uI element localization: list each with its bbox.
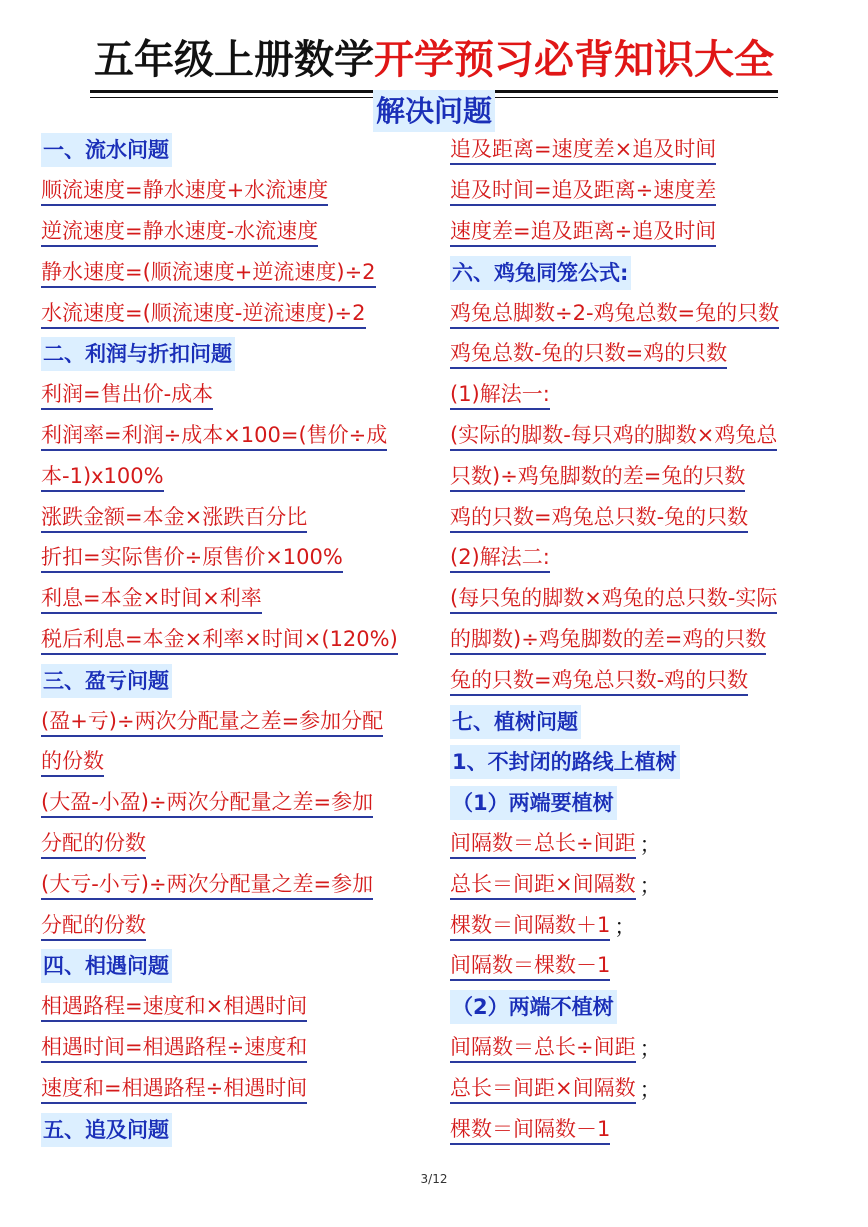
formula-text: 鸡的只数=鸡兔总只数-兔的只数 xyxy=(450,503,748,533)
formula-line xyxy=(41,742,433,783)
formula-trailing-punctuation: ； xyxy=(614,914,636,939)
page-number: 3/12 xyxy=(420,1172,448,1186)
formula-line xyxy=(41,171,433,212)
formula-text: (2)解法二: xyxy=(450,543,550,573)
formula-text: (大盈-小盈)÷两次分配量之差=参加 xyxy=(41,788,373,818)
formula-line xyxy=(41,783,433,824)
formula-line xyxy=(450,946,842,987)
formula-text: 利润率=利润÷成本×100=(售价÷成 xyxy=(41,421,387,451)
formula-text: 棵数＝间隔数＋1 xyxy=(450,911,610,941)
formula-line xyxy=(41,497,433,538)
formula-line xyxy=(450,416,842,457)
formula-text: 水流速度=(顺流速度-逆流速度)÷2 xyxy=(41,299,366,329)
section-heading xyxy=(450,742,842,783)
section-heading xyxy=(41,130,433,171)
formula-line xyxy=(450,375,842,416)
formula-text: 涨跌金额=本金×涨跌百分比 xyxy=(41,503,307,533)
formula-text: 总长＝间距×间隔数 xyxy=(450,870,636,900)
formula-line xyxy=(450,130,842,171)
formula-trailing-punctuation: ； xyxy=(639,1077,661,1102)
formula-text: 逆流速度=静水速度-水流速度 xyxy=(41,217,318,247)
formula-line xyxy=(41,252,433,293)
formula-line xyxy=(450,1068,842,1109)
formula-text: 分配的份数 xyxy=(41,911,146,941)
formula-text: 税后利息=本金×利率×时间×(120%) xyxy=(41,625,398,655)
section-heading-text: 三、盈亏问题 xyxy=(41,664,172,698)
formula-text: 追及时间=追及距离÷速度差 xyxy=(450,176,716,206)
formula-trailing-punctuation: ； xyxy=(639,1036,661,1061)
formula-line xyxy=(41,701,433,742)
formula-text: 间隔数＝总长÷间距 xyxy=(450,1033,636,1063)
formula-text: 棵数＝间隔数－1 xyxy=(450,1115,610,1145)
formula-line xyxy=(450,212,842,253)
formula-line xyxy=(41,375,433,416)
section-heading xyxy=(41,1109,433,1150)
section-heading xyxy=(41,334,433,375)
formula-line xyxy=(41,620,433,661)
formula-line xyxy=(450,538,842,579)
formula-line xyxy=(450,171,842,212)
formula-line xyxy=(450,1028,842,1069)
section-heading-text: 二、利润与折扣问题 xyxy=(41,337,235,371)
formula-text: 利润=售出价-成本 xyxy=(41,380,213,410)
formula-line xyxy=(450,905,842,946)
formula-line xyxy=(450,864,842,905)
formula-trailing-punctuation: ； xyxy=(639,832,661,857)
page-title-underlined xyxy=(90,34,778,93)
formula-text: 总长＝间距×间隔数 xyxy=(450,1074,636,1104)
formula-line xyxy=(41,1028,433,1069)
formula-line xyxy=(41,864,433,905)
section-subtitle-text: 解决问题 xyxy=(373,90,495,132)
formula-line xyxy=(41,905,433,946)
formula-text: 利息=本金×时间×利率 xyxy=(41,584,262,614)
formula-line xyxy=(450,660,842,701)
formula-line xyxy=(41,824,433,865)
formula-line xyxy=(41,538,433,579)
section-heading xyxy=(450,252,842,293)
section-heading-text: 四、相遇问题 xyxy=(41,949,172,983)
formula-text: 折扣=实际售价÷原售价×100% xyxy=(41,543,343,573)
right-column xyxy=(450,130,842,1150)
section-heading xyxy=(450,987,842,1028)
formula-text: 鸡兔总数-兔的只数=鸡的只数 xyxy=(450,339,727,369)
formula-text: 相遇时间=相遇路程÷速度和 xyxy=(41,1033,307,1063)
formula-line xyxy=(450,620,842,661)
section-heading-text: （1）两端要植树 xyxy=(450,786,617,820)
formula-line xyxy=(450,497,842,538)
section-heading-text: （2）两端不植树 xyxy=(450,990,617,1024)
formula-line xyxy=(41,1068,433,1109)
formula-text: (盈+亏)÷两次分配量之差=参加分配 xyxy=(41,707,383,737)
section-heading-text: 一、流水问题 xyxy=(41,133,172,167)
formula-text: 静水速度=(顺流速度+逆流速度)÷2 xyxy=(41,258,376,288)
formula-line xyxy=(450,1109,842,1150)
formula-text: 只数)÷鸡兔脚数的差=兔的只数 xyxy=(450,462,745,492)
formula-line xyxy=(41,416,433,457)
formula-line xyxy=(41,212,433,253)
section-heading xyxy=(450,783,842,824)
formula-text: 的份数 xyxy=(41,747,104,777)
title-black-part: 五年级上册数学 xyxy=(94,36,374,83)
formula-line xyxy=(450,824,842,865)
formula-line xyxy=(41,579,433,620)
title-red-part: 开学预习必背知识大全 xyxy=(374,36,774,83)
section-heading-text: 七、植树问题 xyxy=(450,705,581,739)
formula-text: 间隔数＝棵数－1 xyxy=(450,951,610,981)
formula-text: 相遇路程=速度和×相遇时间 xyxy=(41,992,307,1022)
section-heading xyxy=(41,660,433,701)
formula-text: 顺流速度=静水速度+水流速度 xyxy=(41,176,328,206)
formula-text: (1)解法一: xyxy=(450,380,550,410)
formula-text: 间隔数＝总长÷间距 xyxy=(450,829,636,859)
formula-line xyxy=(41,456,433,497)
formula-text: 鸡兔总脚数÷2-鸡兔总数=兔的只数 xyxy=(450,299,779,329)
formula-line xyxy=(450,334,842,375)
formula-text: 速度和=相遇路程÷相遇时间 xyxy=(41,1074,307,1104)
formula-text: 追及距离=速度差×追及时间 xyxy=(450,135,716,165)
section-subtitle xyxy=(0,90,868,132)
formula-text: 兔的只数=鸡兔总只数-鸡的只数 xyxy=(450,666,748,696)
section-heading-text: 五、追及问题 xyxy=(41,1113,172,1147)
formula-trailing-punctuation: ； xyxy=(639,873,661,898)
formula-line xyxy=(41,987,433,1028)
formula-text: 速度差=追及距离÷追及时间 xyxy=(450,217,716,247)
formula-text: 的脚数)÷鸡兔脚数的差=鸡的只数 xyxy=(450,625,766,655)
formula-text: 本-1)x100% xyxy=(41,462,164,492)
formula-line xyxy=(450,456,842,497)
formula-line xyxy=(41,293,433,334)
formula-line xyxy=(450,293,842,334)
formula-text: (实际的脚数-每只鸡的脚数×鸡兔总 xyxy=(450,421,777,451)
section-heading xyxy=(450,701,842,742)
page-title xyxy=(0,34,868,93)
section-heading xyxy=(41,946,433,987)
section-heading-text: 六、鸡兔同笼公式: xyxy=(450,256,631,290)
formula-text: 分配的份数 xyxy=(41,829,146,859)
left-column xyxy=(41,130,433,1150)
formula-text: (每只兔的脚数×鸡兔的总只数-实际 xyxy=(450,584,777,614)
section-heading-text: 1、不封闭的路线上植树 xyxy=(450,745,680,779)
formula-line xyxy=(450,579,842,620)
formula-text: (大亏-小亏)÷两次分配量之差=参加 xyxy=(41,870,373,900)
